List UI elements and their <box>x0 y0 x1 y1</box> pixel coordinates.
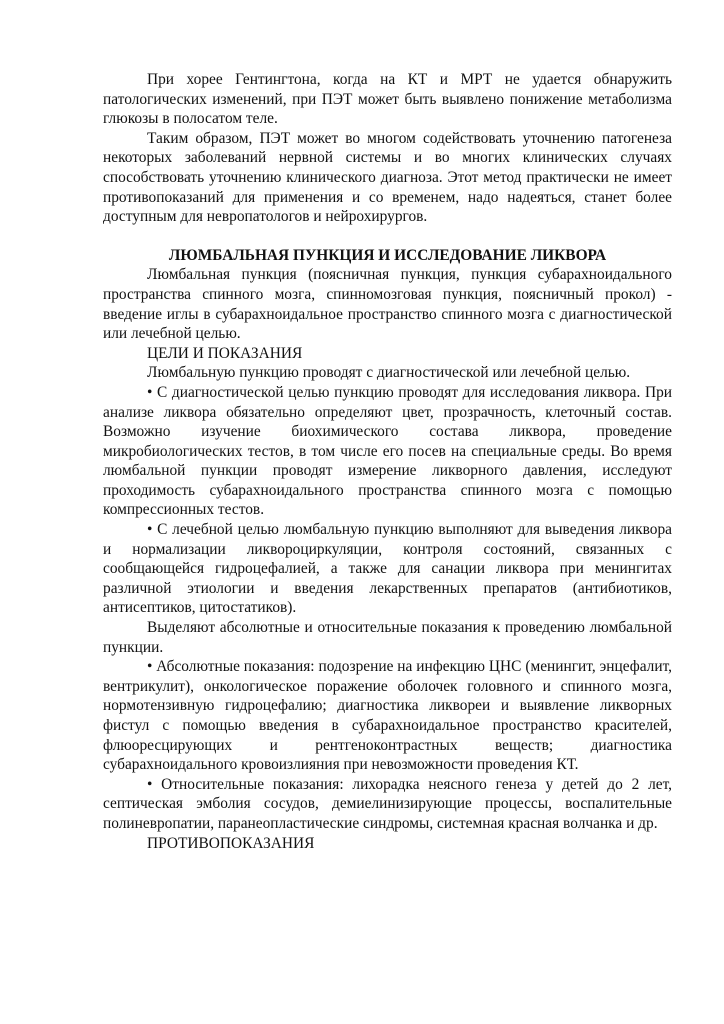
paragraph-pet-conclusion: Таким образом, ПЭТ может во многом содействовать уточнению патогенеза некоторых заболеваний нервной системы и во многих клинических случаях способствовать уточнению клинического диагноза. Этот метод практически не имеет противопоказаний для применения и со временем, надо надеяться, станет более доступным для невропатологов и нейрохирургов. <box>103 129 672 226</box>
bullet-diagnostic-purpose: • С диагностической целью пункцию проводят для исследования ликвора. При анализе ликвора обязательно определяют цвет, прозрачность, клеточный состав. Возможно изучение биохимического состава ликвора, проведение микробиологических тестов, в том числе его посев на специальные среды. Во время люмбальной пункции проводят измерение ликворного давления, исследуют проходимость субарахноидального пространства спинного мозга с помощью компрессионных тестов. <box>103 383 672 519</box>
document-page <box>103 70 672 853</box>
paragraph-indications-intro: Выделяют абсолютные и относительные показания к проведению люмбальной пункции. <box>103 619 672 656</box>
bullet-absolute-indications: • Абсолютные показания: подозрение на инфекцию ЦНС (менингит, энцефалит, вентрикулит), онкологическое поражение оболочек головного и спинного мозга, нормотензивную гидроцефалию; диагностика ликвореи и выявление ликворных фистул с помощью введения в субарахноидальное пространство красителей, флюоресцирующих и рентгеноконтрастных веществ; диагностика субарахноидального кровоизлияния при невозможности проведения КТ. <box>103 658 672 774</box>
paragraph-purposes: Люмбальную пункцию проводят с диагностической или лечебной целью. <box>147 364 631 382</box>
bullet-relative-indications: • Относительные показания: лихорадка неясного генеза у детей до 2 лет, септическая эмболия сосудов, демиелинизирующие процессы, воспалительные полиневропатии, паранеопластические синдромы, системная красная волчанка и др. <box>103 775 672 832</box>
subheading-contraindications: ПРОТИВОПОКАЗАНИЯ <box>147 834 315 852</box>
paragraph-definition: Люмбальная пункция (поясничная пункция, пункция субарахноидального пространства спинного мозга, спинномозговая пункция, поясничный прокол) - введение иглы в субарахноидальное пространство спинного мозга с диагностической или лечебной целью. <box>103 266 672 343</box>
paragraph-huntington-pet: При хорее Гентингтона, когда на КТ и МРТ не удается обнаружить патологических изменений, при ПЭТ может быть выявлено понижение метаболизма глюкозы в полосатом теле. <box>103 71 672 128</box>
subheading-goals-indications: ЦЕЛИ И ПОКАЗАНИЯ <box>147 344 303 362</box>
bullet-therapeutic-purpose: • С лечебной целью люмбальную пункцию выполняют для выведения ликвора и нормализации ликвороциркуляции, контроля состояний, связанных с сообщающейся гидроцефалией, а также для санации ликвора при менингитах различной этиологии и введения лекарственных препаратов (антибиотиков, антисептиков, цитостатиков). <box>103 521 672 617</box>
section-heading-lumbar-puncture: ЛЮМБАЛЬНАЯ ПУНКЦИЯ И ИССЛЕДОВАНИЕ ЛИКВОРА <box>168 246 607 264</box>
